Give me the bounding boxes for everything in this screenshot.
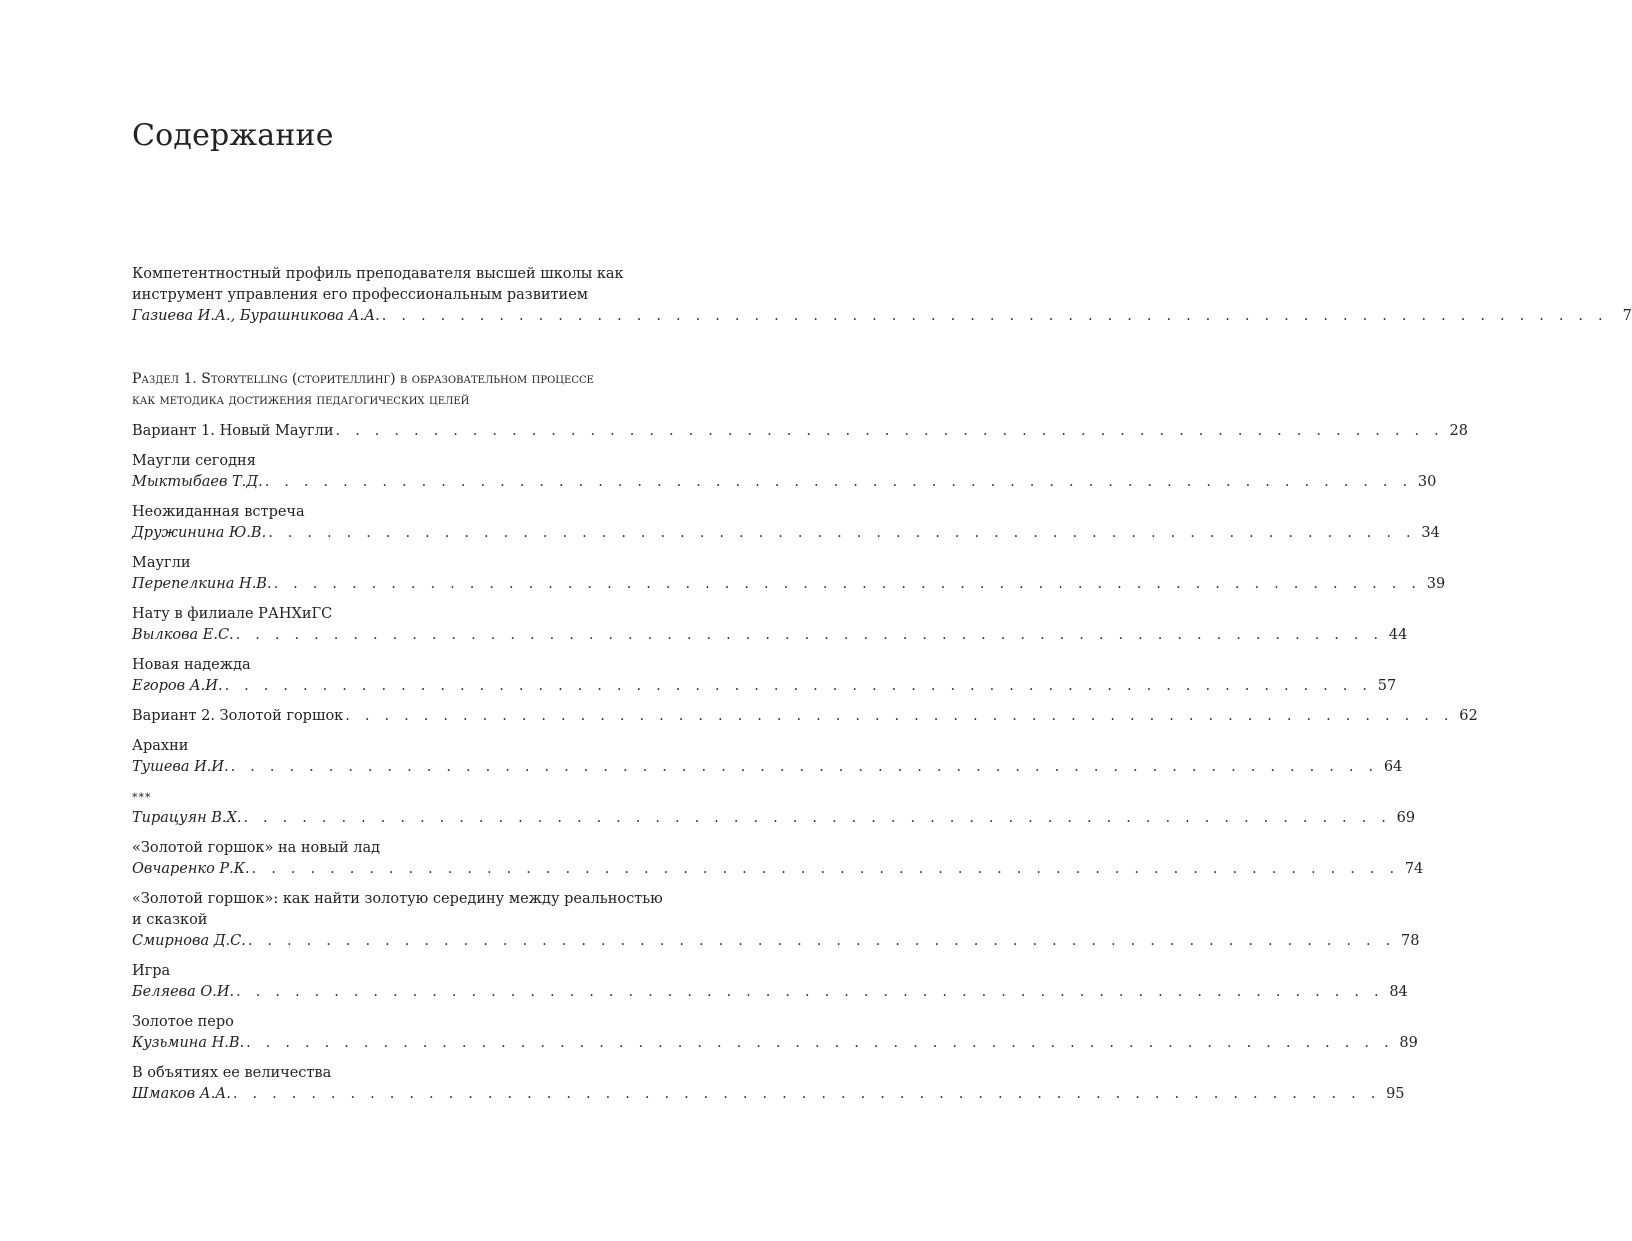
dot-leader: . . . . . . . . . . . . . . . . . . . . . . . . . . . . . . . . . . . . . . . . . . . . . . . . . . . . . . . . . . . . . . . — [381, 308, 1608, 324]
entry-title: В объятиях ее величества — [132, 1065, 332, 1081]
dot-leader: . . . . . . . . . . . . . . . . . . . . . . . . . . . . . . . . . . . . . . . . . . . . . . . . . . . . . . . . . . . — [246, 1035, 1394, 1051]
entry-authors: Кузьмина Н.В. — [132, 1035, 245, 1051]
entry-title: Вариант 2. Золотой горшок — [132, 708, 344, 724]
entry-page-number: 57 — [1377, 678, 1397, 694]
entry-title: Нату в филиале РАНХиГС — [132, 606, 333, 622]
toc-entry[interactable] — [132, 502, 1440, 544]
toc-entry[interactable] — [132, 1063, 1405, 1105]
entry-title: Неожиданная встреча — [132, 504, 305, 520]
entry-title: Арахни — [132, 738, 189, 754]
entry-authors: Смирнова Д.С. — [132, 933, 246, 949]
entry-author-row — [132, 472, 1437, 493]
entry-title: *** — [132, 791, 152, 804]
entry-title: Золотое перо — [132, 1014, 234, 1030]
entry-page-number: 69 — [1396, 810, 1416, 826]
entry-author-row — [132, 982, 1408, 1003]
toc-entry[interactable] — [132, 1012, 1418, 1054]
dot-leader: . . . . . . . . . . . . . . . . . . . . . . . . . . . . . . . . . . . . . . . . . . . . . . . . . . . . . . . . . . . — [243, 810, 1392, 826]
section-heading — [132, 369, 720, 411]
entry-title-line-1: Компетентностный профиль преподавателя высшей школы как — [132, 266, 624, 282]
entry-authors: Тушева И.И. — [132, 759, 229, 775]
section-heading-line-1: Раздел 1. Storytelling (сторителлинг) в образовательном процессе — [132, 371, 594, 387]
entry-page-number: 64 — [1383, 759, 1403, 775]
toc-entry[interactable] — [132, 553, 1446, 595]
dot-leader: . . . . . . . . . . . . . . . . . . . . . . . . . . . . . . . . . . . . . . . . . . . . . . . . . . . . . . . . . . . — [235, 627, 1384, 643]
dot-leader: . . . . . . . . . . . . . . . . . . . . . . . . . . . . . . . . . . . . . . . . . . . . . . . . . . . . . . . . . . . — [230, 759, 1379, 775]
entry-page-number: 44 — [1388, 627, 1408, 643]
toc-entry-intro[interactable] — [132, 264, 1632, 327]
entry-title-line-2: инструмент управления его профессиональным развитием — [132, 287, 589, 303]
entries-group-variant-2 — [132, 736, 1424, 1105]
entry-title: «Золотой горшок»: как найти золотую середину между реальностью — [132, 891, 663, 907]
entry-title: Новая надежда — [132, 657, 251, 673]
entry-author-row — [132, 306, 1632, 327]
entry-title: Вариант 1. Новый Маугли — [132, 423, 334, 439]
entry-title-continued: и сказкой — [132, 912, 208, 928]
table-of-contents — [132, 264, 1632, 1114]
entry-title: «Золотой горшок» на новый лад — [132, 840, 381, 856]
entry-authors: Овчаренко Р.К. — [132, 861, 250, 877]
entry-authors: Беляева О.И. — [132, 984, 235, 1000]
entry-author-row — [132, 757, 1403, 778]
entry-author-row — [132, 625, 1408, 646]
entry-page-number: 89 — [1399, 1035, 1418, 1051]
entry-authors: Вылкова Е.С. — [132, 627, 234, 643]
entry-authors: Мыктыбаев Т.Д. — [132, 474, 263, 490]
entry-title: Маугли сегодня — [132, 453, 256, 469]
entry-page-number: 95 — [1386, 1086, 1405, 1102]
dot-leader: . . . . . . . . . . . . . . . . . . . . . . . . . . . . . . . . . . . . . . . . . . . . . . . . . . . . . . . . . . . — [251, 861, 1400, 877]
toc-entry[interactable] — [132, 838, 1424, 880]
entry-title: Игра — [132, 963, 171, 979]
entry-authors: Перепелкина Н.В. — [132, 576, 272, 592]
dot-leader: . . . . . . . . . . . . . . . . . . . . . . . . . . . . . . . . . . . . . . . . . . . . . . . . . . . . . . . . . . . — [264, 474, 1413, 490]
entry-authors: Тирацуян В.Х. — [132, 810, 242, 826]
entry-author-row — [132, 676, 1397, 697]
dot-leader: . . . . . . . . . . . . . . . . . . . . . . . . . . . . . . . . . . . . . . . . . . . . . . . . . . . . . . . . . . . — [236, 984, 1384, 1000]
dot-leader: . . . . . . . . . . . . . . . . . . . . . . . . . . . . . . . . . . . . . . . . . . . . . . . . . . . . . . . . . — [335, 423, 1444, 439]
dot-leader: . . . . . . . . . . . . . . . . . . . . . . . . . . . . . . . . . . . . . . . . . . . . . . . . . . . . . . . . . . . — [268, 525, 1416, 541]
entry-page-number: 39 — [1426, 576, 1446, 592]
entry-page-number: 7 — [1622, 308, 1632, 324]
entry-page-number: 62 — [1459, 708, 1478, 724]
toc-entry[interactable] — [132, 889, 1420, 952]
toc-entry[interactable] — [132, 604, 1408, 646]
entry-author-row — [132, 1033, 1418, 1054]
entry-author-row — [132, 523, 1440, 544]
entry-title: Маугли — [132, 555, 191, 571]
section-heading-line-2: как методика достижения педагогических целей — [132, 392, 470, 408]
entry-authors: Дружинина Ю.В. — [132, 525, 267, 541]
dot-leader: . . . . . . . . . . . . . . . . . . . . . . . . . . . . . . . . . . . . . . . . . . . . . . . . . . . . . . . . . . . — [224, 678, 1373, 694]
entry-authors: Егоров А.И. — [132, 678, 223, 694]
entry-page-number: 34 — [1421, 525, 1440, 541]
toc-entry[interactable] — [132, 961, 1408, 1003]
entry-page-number: 74 — [1404, 861, 1424, 877]
entries-group-variant-1 — [132, 451, 1446, 697]
entry-page-number: 30 — [1417, 474, 1437, 490]
entry-author-row — [132, 1084, 1405, 1105]
entry-authors: Газиева И.А., Бурашникова А.А. — [132, 308, 380, 324]
page-title: Содержание — [132, 118, 334, 153]
dot-leader: . . . . . . . . . . . . . . . . . . . . . . . . . . . . . . . . . . . . . . . . . . . . . . . . . . . . . . . . . . . — [232, 1086, 1381, 1102]
toc-entry-variant-1[interactable] — [132, 421, 1468, 442]
toc-entry[interactable] — [132, 787, 1416, 829]
dot-leader: . . . . . . . . . . . . . . . . . . . . . . . . . . . . . . . . . . . . . . . . . . . . . . . . . . . . . . . . . — [345, 708, 1454, 724]
toc-entry[interactable] — [132, 655, 1397, 697]
entry-page-number: 28 — [1449, 423, 1468, 439]
entry-page-number: 78 — [1401, 933, 1420, 949]
entry-row — [132, 706, 1478, 727]
dot-leader: . . . . . . . . . . . . . . . . . . . . . . . . . . . . . . . . . . . . . . . . . . . . . . . . . . . . . . . . . . . — [273, 576, 1422, 592]
entry-author-row — [132, 859, 1424, 880]
entry-author-row — [132, 808, 1416, 829]
toc-entry-variant-2[interactable] — [132, 706, 1478, 727]
entry-authors: Шмаков А.А. — [132, 1086, 231, 1102]
entry-page-number: 84 — [1389, 984, 1408, 1000]
entry-author-row — [132, 931, 1420, 952]
dot-leader: . . . . . . . . . . . . . . . . . . . . . . . . . . . . . . . . . . . . . . . . . . . . . . . . . . . . . . . . . . . — [247, 933, 1396, 949]
entry-author-row — [132, 574, 1446, 595]
toc-entry[interactable] — [132, 451, 1437, 493]
entry-row — [132, 421, 1468, 442]
toc-entry[interactable] — [132, 736, 1403, 778]
